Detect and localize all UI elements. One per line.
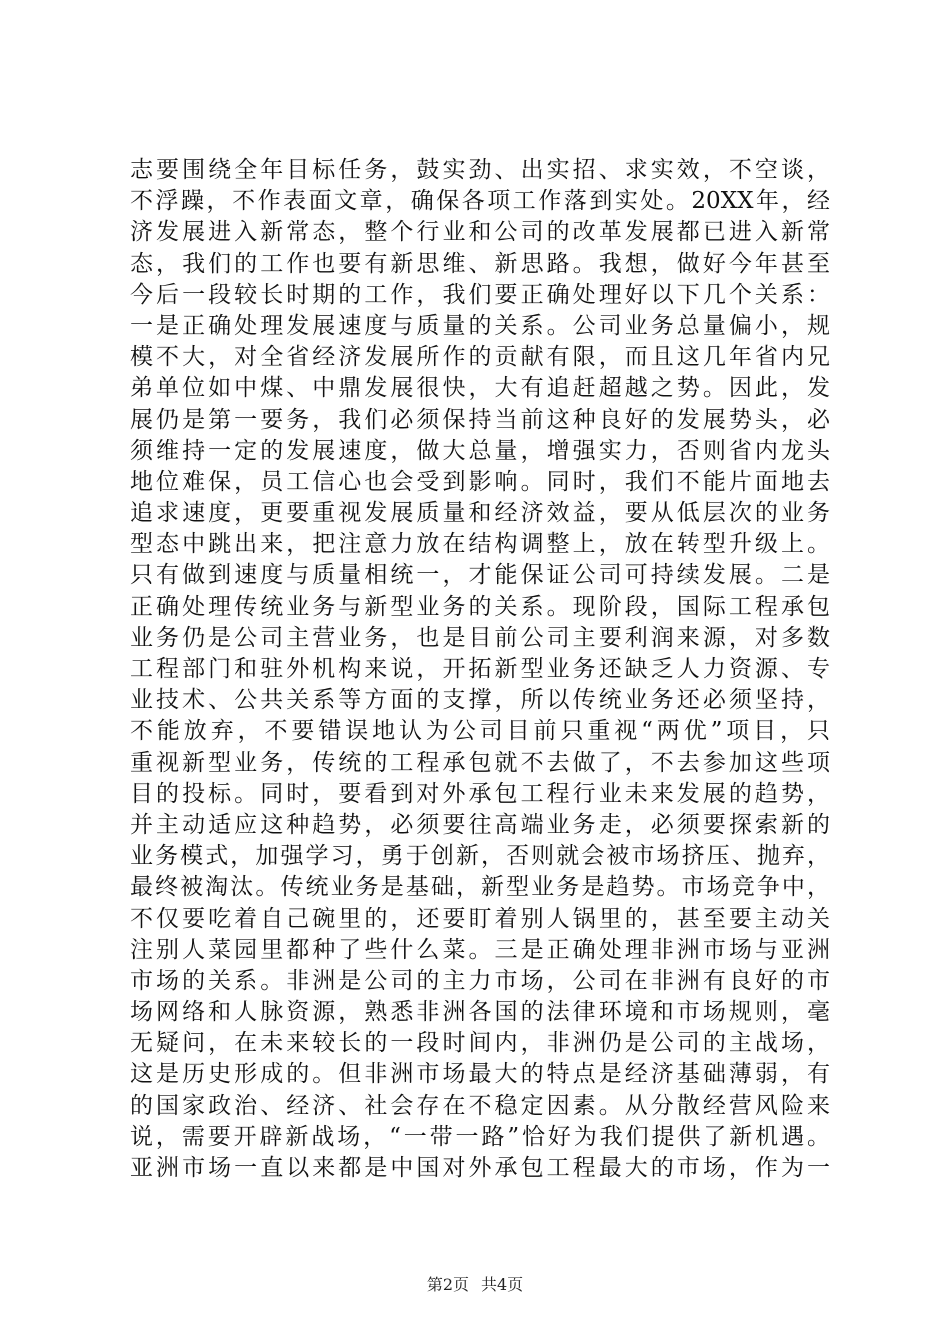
text-line: 最终被淘汰。传统业务是基础，新型业务是趋势。市场竞争中， <box>130 874 830 901</box>
text-line: 态，我们的工作也要有新思维、新思路。我想，做好今年甚至 <box>130 250 830 277</box>
text-line: 须维持一定的发展速度，做大总量，增强实力，否则省内龙头 <box>130 437 830 464</box>
text-line: 济发展进入新常态，整个行业和公司的改革发展都已进入新常 <box>130 219 830 246</box>
text-line: 志要围绕全年目标任务，鼓实劲、出实招、求实效，不空谈， <box>130 157 830 183</box>
text-line: 型态中跳出来，把注意力放在结构调整上，放在转型升级上。 <box>130 531 830 558</box>
text-line: 目的投标。同时，要看到对外承包工程行业未来发展的趋势， <box>130 780 830 807</box>
text-line: 并主动适应这种趋势，必须要往高端业务走，必须要探索新的 <box>130 811 830 838</box>
text-line: 展仍是第一要务，我们必须保持当前这种良好的发展势头，必 <box>130 406 830 433</box>
text-line: 工程部门和驻外机构来说，开拓新型业务还缺乏人力资源、专 <box>130 656 830 682</box>
text-line: 不仅要吃着自己碗里的，还要盯着别人锅里的，甚至要主动关 <box>130 905 830 932</box>
text-line: 场网络和人脉资源，熟悉非洲各国的法律环境和市场规则，毫 <box>130 999 830 1026</box>
text-line: 注别人菜园里都种了些什么菜。三是正确处理非洲市场与亚洲 <box>130 936 830 963</box>
text-line: 市场的关系。非洲是公司的主力市场，公司在非洲有良好的市 <box>130 967 830 994</box>
text-line: 说，需要开辟新战场，“一带一路”恰好为我们提供了新机遇。 <box>130 1123 830 1150</box>
page-total: 共4页 <box>481 1275 524 1294</box>
text-line: 不能放弃，不要错误地认为公司目前只重视“两优”项目，只 <box>130 718 830 745</box>
body-text <box>130 155 830 1184</box>
text-line: 亚洲市场一直以来都是中国对外承包工程最大的市场，作为一 <box>130 1155 830 1181</box>
text-line: 地位难保，员工信心也会受到影响。同时，我们不能片面地去 <box>130 468 830 495</box>
text-line: 弟单位如中煤、中鼎发展很快，大有追赶超越之势。因此，发 <box>130 375 830 402</box>
text-line: 只有做到速度与质量相统一，才能保证公司可持续发展。二是 <box>130 562 830 589</box>
text-line: 追求速度，更要重视发展质量和经济效益，要从低层次的业务 <box>130 500 830 527</box>
text-line: 业务模式，加强学习，勇于创新，否则就会被市场挤压、抛弃， <box>130 843 830 870</box>
text-line: 不浮躁，不作表面文章，确保各项工作落到实处。20XX年，经 <box>130 188 830 215</box>
text-line: 这是历史形成的。但非洲市场最大的特点是经济基础薄弱，有 <box>130 1061 830 1088</box>
text-line: 一是正确处理发展速度与质量的关系。公司业务总量偏小，规 <box>130 312 830 339</box>
text-line: 模不大，对全省经济发展所作的贡献有限，而且这几年省内兄 <box>130 344 830 371</box>
text-line: 正确处理传统业务与新型业务的关系。现阶段，国际工程承包 <box>130 593 830 620</box>
text-line: 业技术、公共关系等方面的支撑，所以传统业务还必须坚持， <box>130 687 830 714</box>
text-line: 无疑问，在未来较长的一段时间内，非洲仍是公司的主战场， <box>130 1030 830 1057</box>
text-line: 今后一段较长时期的工作，我们要正确处理好以下几个关系： <box>130 281 830 308</box>
page-footer <box>0 1275 950 1295</box>
text-line: 的国家政治、经济、社会存在不稳定因素。从分散经营风险来 <box>130 1092 830 1119</box>
page-number: 第2页 <box>426 1275 469 1294</box>
text-line: 业务仍是公司主营业务，也是目前公司主要利润来源，对多数 <box>130 624 830 651</box>
text-line: 重视新型业务，传统的工程承包就不去做了，不去参加这些项 <box>130 749 830 776</box>
